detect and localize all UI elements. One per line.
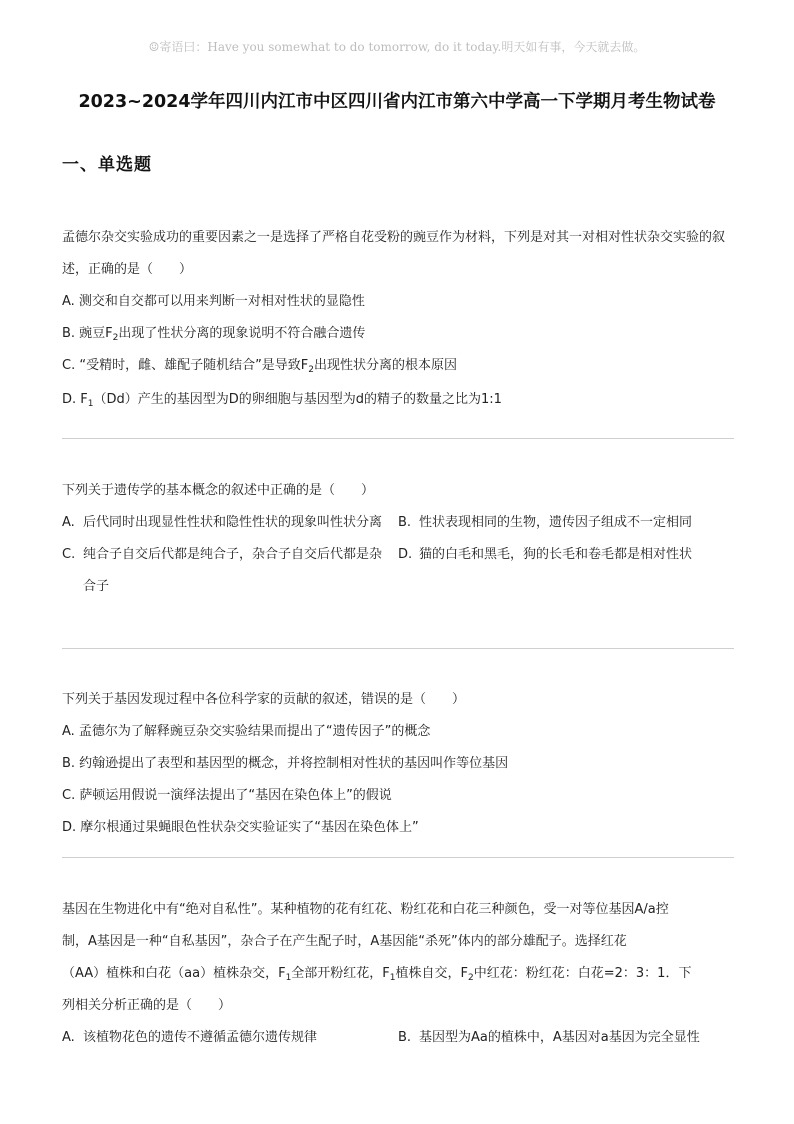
divider <box>62 438 734 439</box>
subscript: 2 <box>308 365 315 375</box>
question-1-stem: 孟德尔杂交实验成功的重要因素之一是选择了严格自花受粉的豌豆作为材料，下列是对其一对相对性状杂交实验的叙述，正确的是（ ） <box>62 230 726 277</box>
subscript: 2 <box>468 973 474 983</box>
stem-text: 全部开粉红花，F <box>291 966 390 981</box>
option-text: D. F <box>62 392 88 407</box>
stem-text: 植株自交，F <box>395 966 468 981</box>
stem-text: （AA）植株和白花（aa）植株杂交，F <box>62 966 286 981</box>
question-3-option-c[interactable]: C. 萨顿运用假说一演绎法提出了“基因在染色体上”的假说 <box>62 788 392 803</box>
question-1-option-a[interactable]: A. 测交和自交都可以用来判断一对相对性状的显隐性 <box>62 294 365 309</box>
question-3-option-d[interactable]: D. 摩尔根通过果蝇眼色性状杂交实验证实了“基因在染色体上” <box>62 820 419 835</box>
stem-text: 中红花：粉红花：白花=2：3：1．下 <box>473 966 692 981</box>
question-4-stem-line-4: 列相关分析正确的是（ ） <box>62 998 232 1013</box>
question-3-stem: 下列关于基因发现过程中各位科学家的贡献的叙述，错误的是（ ） <box>62 692 466 707</box>
option-label: B. <box>398 1030 412 1045</box>
question-2-option-c[interactable] <box>62 539 398 603</box>
question-2 <box>62 475 734 603</box>
question-2-option-a[interactable] <box>62 507 398 539</box>
question-4-options <box>62 1022 734 1054</box>
divider <box>62 857 734 858</box>
option-label: A. <box>62 1030 75 1045</box>
option-text: （Dd）产生的基因型为D的卵细胞与基因型为d的精子的数量之比为1:1 <box>93 392 502 407</box>
question-3-option-a[interactable]: A. 孟德尔为了解释豌豆杂交实验结果而提出了“遗传因子”的概念 <box>62 724 431 739</box>
option-label: B. <box>398 515 412 530</box>
question-1-option-b[interactable] <box>62 318 734 350</box>
question-1-option-c[interactable] <box>62 350 734 382</box>
option-text: C. “受精时，雌、雄配子随机结合”是导致F <box>62 358 309 373</box>
question-4-stem-line-1: 基因在生物进化中有“绝对自私性”。某种植物的花有红花、粉红花和白花三种颜色，受一对等位基因A/a控 <box>62 902 669 917</box>
question-2-option-d[interactable] <box>398 539 734 603</box>
question-4 <box>62 894 734 1054</box>
question-4-stem-line-2: 制，A基因是一种“自私基因”，杂合子在产生配子时，A基因能“杀死”体内的部分雄配子。选择红花 <box>62 934 627 949</box>
question-4-option-b[interactable] <box>398 1022 734 1054</box>
section-heading: 一、单选题 <box>62 155 152 175</box>
option-text: B. 豌豆F <box>62 326 113 341</box>
subscript: 1 <box>389 973 396 983</box>
question-2-option-b[interactable] <box>398 507 734 539</box>
question-3-option-b[interactable]: B. 约翰逊提出了表型和基因型的概念，并将控制相对性状的基因叫作等位基因 <box>62 756 509 771</box>
option-text: 出现性状分离的根本原因 <box>314 358 458 373</box>
option-text: 性状表现相同的生物，遗传因子组成不一定相同 <box>419 515 693 530</box>
option-text: 基因型为Aa的植株中，A基因对a基因为完全显性 <box>419 1030 700 1045</box>
option-text: 该植物花色的遗传不遵循孟德尔遗传规律 <box>83 1030 318 1045</box>
question-3 <box>62 684 734 844</box>
subscript: 1 <box>285 973 292 983</box>
watermark: ☺寄语曰：Have you somewhat to do tomorrow, do it today.明天如有事，今天就去做。 <box>148 40 646 54</box>
question-2-options <box>62 507 734 603</box>
question-4-option-a[interactable] <box>62 1022 398 1054</box>
page-title: 2023~2024学年四川内江市中区四川省内江市第六中学高一下学期月考生物试卷 <box>78 92 716 112</box>
subscript: 1 <box>87 399 94 409</box>
option-text: 出现了性状分离的现象说明不符合融合遗传 <box>118 326 366 341</box>
question-2-stem: 下列关于遗传学的基本概念的叙述中正确的是（ ） <box>62 483 375 498</box>
option-label: C. <box>62 547 76 562</box>
option-label: D. <box>398 547 413 562</box>
divider <box>62 648 734 649</box>
question-1 <box>62 222 734 416</box>
subscript: 2 <box>112 333 119 343</box>
option-text: 纯合子自交后代都是纯合子，杂合子自交后代都是杂合子 <box>83 547 383 594</box>
question-1-option-d[interactable] <box>62 384 734 416</box>
option-text: 后代同时出现显性性状和隐性性状的现象叫性状分离 <box>83 515 383 530</box>
option-label: A. <box>62 515 75 530</box>
option-text: 猫的白毛和黑毛，狗的长毛和卷毛都是相对性状 <box>419 547 693 562</box>
question-4-stem-line-3 <box>62 958 734 990</box>
